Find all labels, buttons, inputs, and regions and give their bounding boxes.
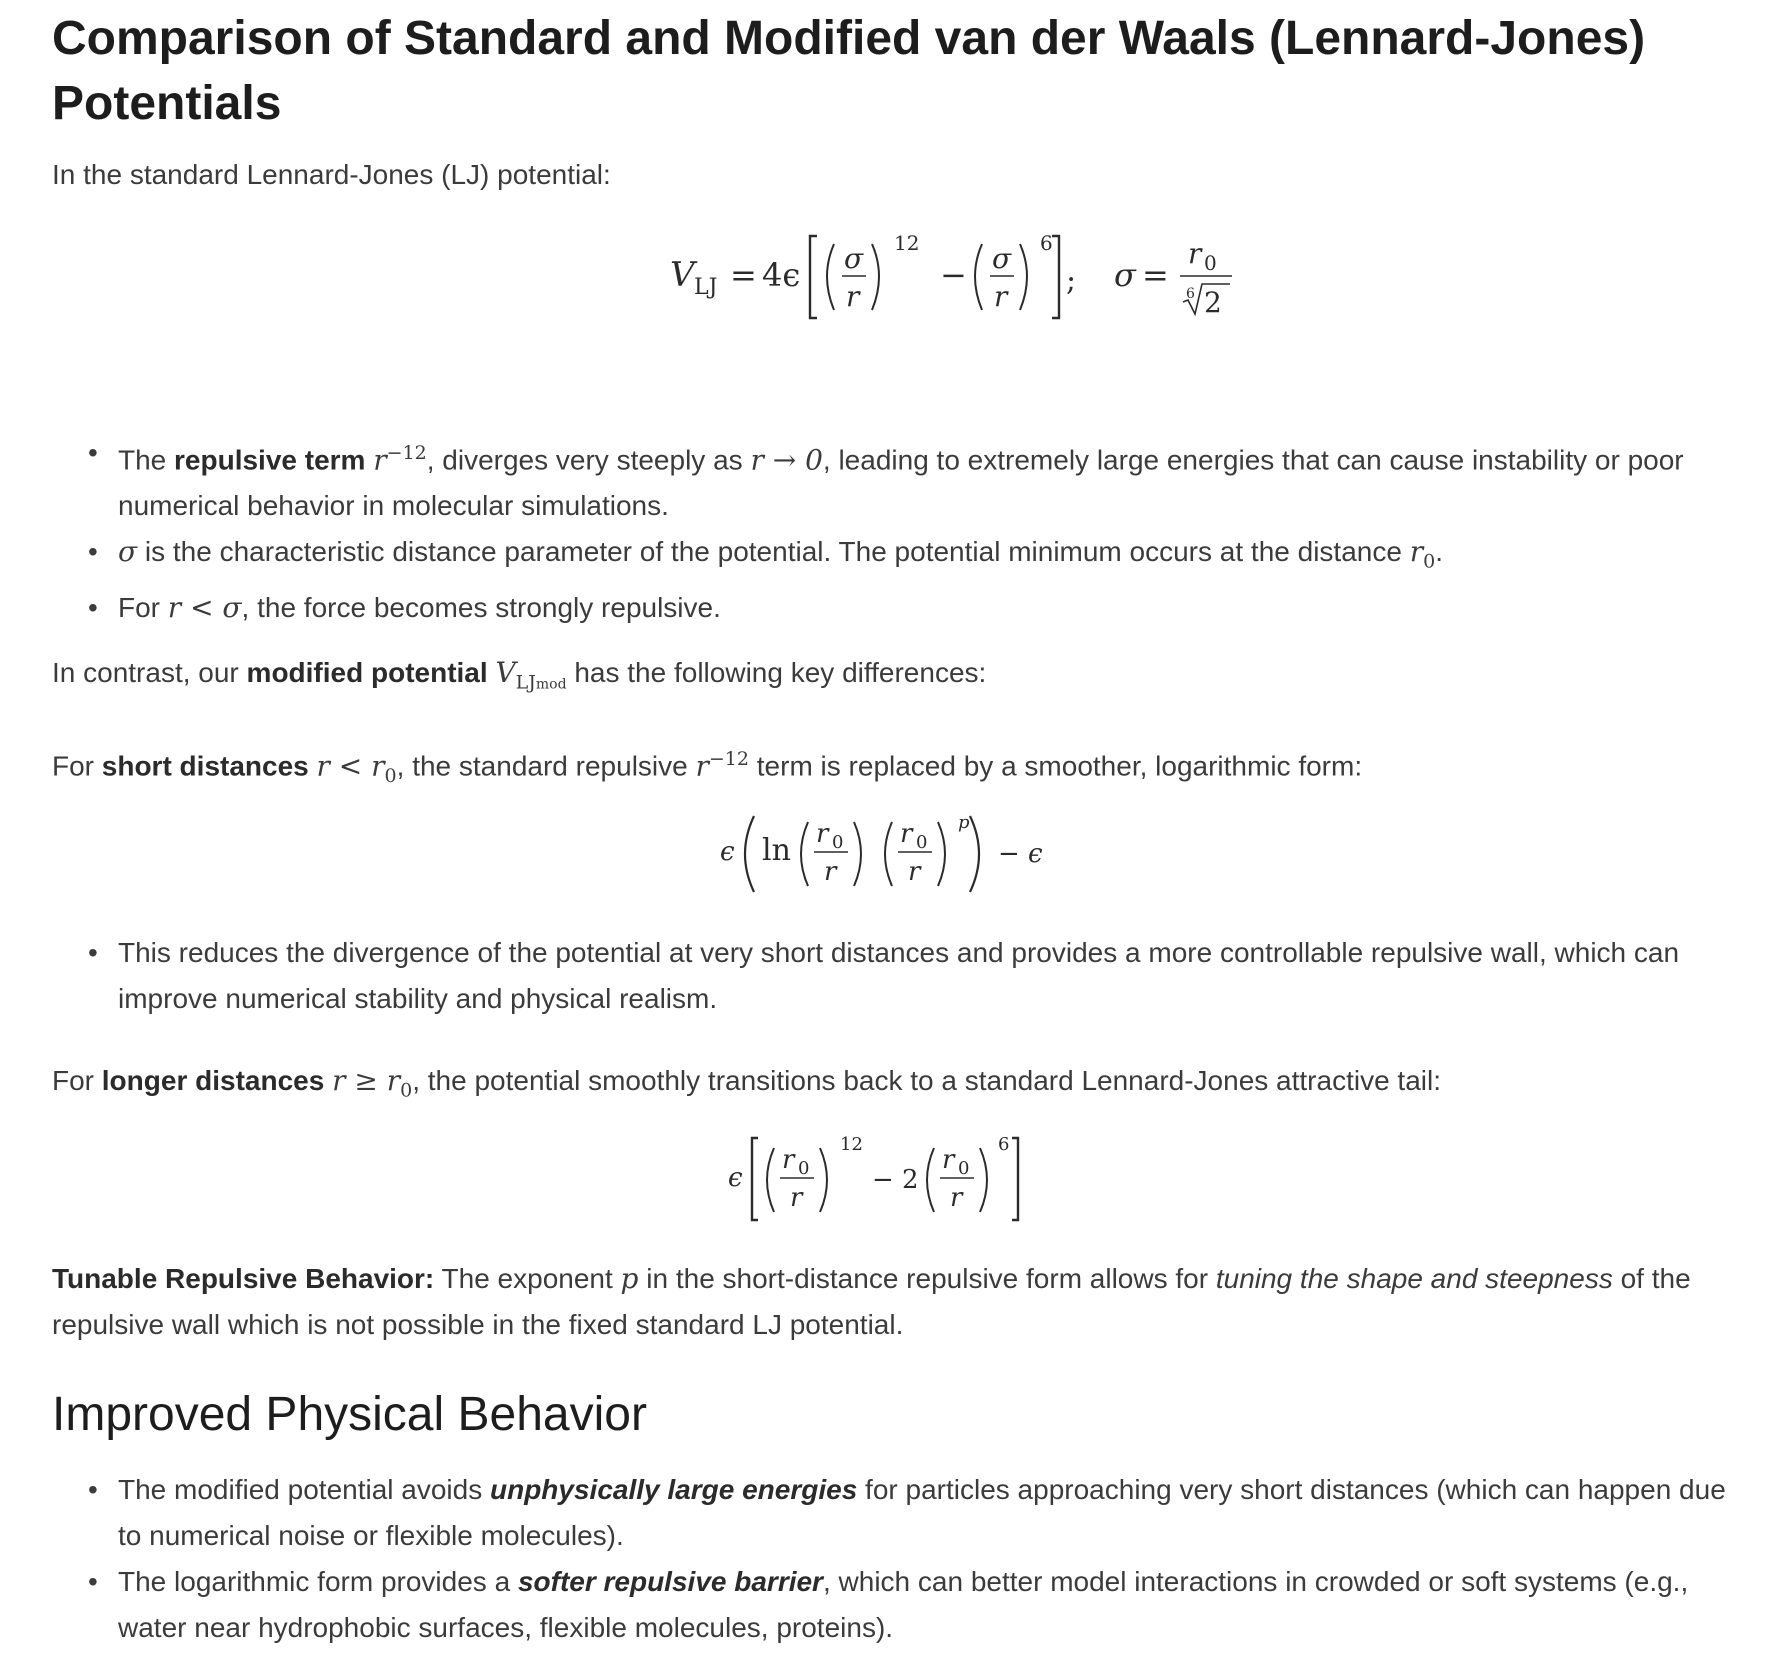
svg-text:V: V	[670, 255, 695, 295]
svg-text:− ϵ: − ϵ	[998, 839, 1043, 869]
list-item: • The modified potential avoids unphysically large energies for particles approaching very short distances (which can happen due to numerical noise or flexible molecules).	[92, 1467, 1732, 1559]
svg-text:=: =	[730, 256, 757, 294]
svg-text:6: 6	[998, 1134, 1010, 1155]
svg-text:p: p	[958, 812, 970, 833]
svg-text:r: r	[790, 1183, 803, 1213]
list-item: • The logarithmic form provides a softer repulsive barrier, which can better model interactions in crowded or soft systems (e.g., water near hydrophobic surfaces, flexible molecules, proteins).	[92, 1559, 1732, 1651]
svg-text:−: −	[940, 256, 967, 294]
list-item: • For r < σ, the force becomes strongly repulsive.	[92, 585, 1732, 631]
svg-text:r: r	[994, 280, 1008, 313]
svg-text:=: =	[1142, 256, 1169, 294]
svg-text:r: r	[782, 1145, 795, 1175]
svg-text:4ϵ: 4ϵ	[762, 256, 801, 294]
svg-text:r: r	[846, 280, 860, 313]
svg-text:2: 2	[1204, 286, 1222, 319]
svg-text:6: 6	[1040, 231, 1053, 255]
svg-text:σ: σ	[1114, 256, 1136, 294]
section-title-improved-behavior: Improved Physical Behavior	[52, 1388, 647, 1441]
svg-text:r: r	[900, 819, 913, 849]
svg-text:− 2: − 2	[872, 1165, 919, 1195]
bullet-list-improved	[92, 1467, 1732, 1651]
svg-text:0: 0	[798, 1158, 810, 1179]
svg-text:12: 12	[840, 1134, 863, 1155]
svg-text:r: r	[942, 1145, 955, 1175]
bullet-list-standard	[92, 430, 1732, 631]
list-item: • This reduces the divergence of the potential at very short distances and provides a more controllable repulsive wall, which can improve numerical stability and physical realism.	[92, 930, 1732, 1022]
svg-text:ϵ: ϵ	[728, 1163, 743, 1193]
svg-text:r: r	[908, 857, 921, 887]
contrast-text: In contrast, our modified potential $V_{LJmod}$ has the following key differences:	[52, 656, 987, 694]
svg-text:12: 12	[894, 231, 920, 255]
intro-text: In the standard Lennard-Jones (LJ) potential:	[52, 159, 611, 190]
svg-text:0: 0	[832, 832, 844, 853]
svg-text:6: 6	[1186, 286, 1195, 302]
svg-text:0: 0	[916, 832, 928, 853]
svg-text:0: 0	[1204, 251, 1217, 275]
svg-text:ϵ: ϵ	[720, 837, 735, 867]
page-title: Comparison of Standard and Modified van der Waals (Lennard-Jones) Potentials	[52, 12, 1646, 130]
bullet-list-short	[92, 930, 1732, 1022]
short-distance-text: For short distances $r < r_0$, the standard repulsive $r^{-12}$ term is replaced by a smoother, logarithmic form:	[52, 748, 1363, 787]
equation-standard-lj	[612, 218, 1252, 338]
equation-short-range	[712, 798, 1132, 908]
list-item: • σ is the characteristic distance parameter of the potential. The potential minimum occurs at the distance $r_0$.	[92, 529, 1732, 585]
svg-text:r: r	[950, 1183, 963, 1213]
svg-text:;: ;	[1066, 263, 1077, 298]
svg-text:r: r	[1188, 237, 1202, 270]
list-item: • The repulsive term $r^{-12}$, diverges very steeply as r → 0, leading to extremely large energies that can cause instability or poor numerical behavior in molecular simulations.	[92, 430, 1732, 529]
long-distance-text: For longer distances $r \ge r_0$, the potential smoothly transitions back to a standard Lennard-Jones attractive tail:	[52, 1064, 1441, 1102]
svg-text:LJ: LJ	[694, 275, 718, 300]
svg-text:σ: σ	[844, 242, 864, 275]
svg-text:0: 0	[958, 1158, 970, 1179]
tunable-text: Tunable Repulsive Behavior: The exponent p in the short-distance repulsive form allows for tuning the shape and steepness of the repulsive wall which is not possible in the fixed standard LJ potential.	[52, 1262, 1691, 1340]
svg-text:ln: ln	[762, 833, 791, 868]
equation-long-range	[722, 1124, 1142, 1234]
svg-text:σ: σ	[992, 242, 1012, 275]
svg-text:r: r	[824, 857, 837, 887]
svg-text:r: r	[816, 819, 829, 849]
